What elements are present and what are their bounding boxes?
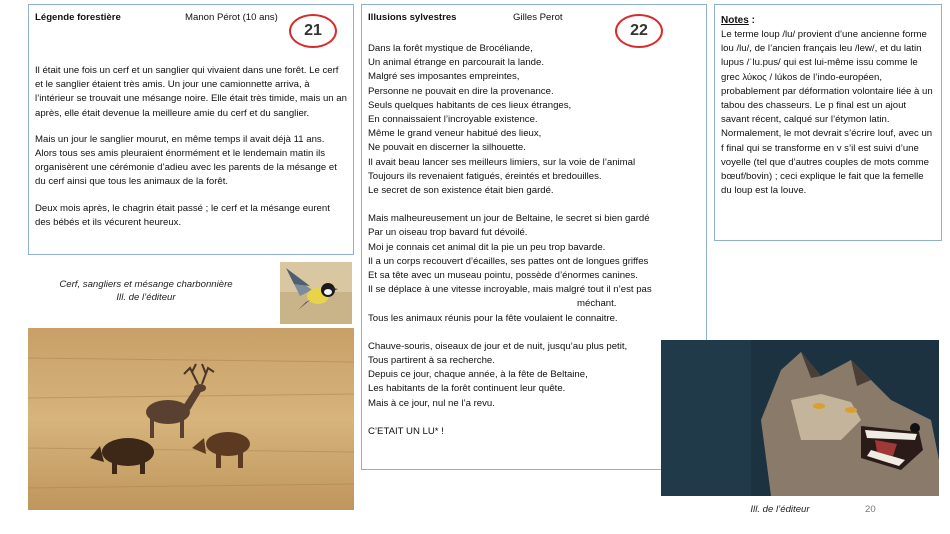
bird-image [280, 262, 352, 324]
poem-stanza [368, 42, 700, 198]
story-author: Manon Pérot (10 ans) [185, 12, 278, 23]
poem-line: Mais à ce jour, nul ne l’a revu. [368, 397, 495, 409]
poem-line: Ne pouvait en discerner la silhouette. [368, 142, 526, 154]
poem-line: Et sa tête avec un museau pointu, possède d’énormes canines. [368, 270, 638, 282]
poem-author: Gilles Perot [513, 12, 563, 23]
poem-line: Un animal étrange en parcourait la lande. [368, 57, 544, 69]
caption-line: Cerf, sangliers et mésange charbonnière [59, 279, 233, 290]
poem-line: Tous partirent à sa recherche. [368, 355, 495, 367]
notes-title: Notes [721, 15, 749, 26]
story-paragraph: Il était une fois un cerf et un sanglier qui vivaient dans une forêt. Le cerf et le sanglier étaient très amis. Un jour une camionnette arriva, à l’intérieur se trouvait une mésange noire. Elle était très timide, mais un an après, elle était devenue la meilleure amie du cerf et du sanglier. [35, 65, 347, 119]
poem-title: Illusions sylvestres [368, 12, 457, 23]
poem-line: Seuls quelques habitants de ces lieux étranges, [368, 99, 572, 111]
wolf-image [661, 340, 939, 496]
caption-illustration-2: Ill. de l’éditeur [750, 504, 810, 515]
story-title: Légende forestière [35, 12, 121, 23]
poem-line: Personne ne pouvait en dire la provenance. [368, 85, 554, 97]
poem-line: Même le grand veneur habitué des lieux, [368, 128, 542, 140]
poem-line: méchant. [577, 298, 617, 310]
poem-box-illusions [361, 4, 707, 470]
page-number: 20 [865, 504, 876, 515]
poem-ending-line: C’ETAIT UN LU* ! [368, 425, 444, 437]
poem-line: Il se déplace à une vitesse incroyable, mais malgré tout il n’est pas [368, 284, 652, 296]
poem-line: Moi je connais cet animal dit la pie un peu trop bavarde. [368, 241, 606, 253]
deer-boars-image [28, 328, 354, 510]
poem-number-badge: 22 [615, 14, 663, 48]
poem-line: Malgré ses imposantes empreintes, [368, 71, 520, 83]
poem-line: Toujours ils revenaient fatigués, éreintés et bredouilles. [368, 170, 602, 182]
caption-illustration-1 [44, 278, 248, 304]
story-paragraph: Mais un jour le sanglier mourut, en même temps il avait déjà 11 ans. Alors tous ses amis pleuraient énormément et le lendemain matin ils organisèrent une cérémonie d’adieu avec les parents de la mésange et du cerf ainsi que tous les animaux de la forêt. [35, 133, 337, 188]
story-number-badge: 21 [289, 14, 337, 48]
poem-line: Le secret de son existence était bien gardé. [368, 185, 554, 197]
notes-box: Notes : Le terme loup /lu/ provient d’une ancienne forme lou /lu/, de l’ancien français leu /lew/, et du latin lupus /ˈlu.pus/ qui est lui-même issu comme le grec λύκος / lúkos de l’indo-européen, probablement par déformation volontaire liée à un tabou des chasseurs. Le p final est un ajout savant récent, calqué sur l’étymon latin. Normalement, le mot devrait s’écrire louf, avec un f final qui se transforme en v s’il est suivi d’une voyelle (tel que d’autres couples de mots comme bœuf/bovin) ; ceci explique le fait que la femelle du loup est la louve. [714, 4, 942, 241]
poem-line: Dans la forêt mystique de Brocéliande, [368, 43, 533, 54]
poem-line: Tous les animaux réunis pour la fête voulaient le connaitre. [368, 312, 618, 324]
poem-ending [368, 425, 700, 439]
caption-line: Ill. de l’éditeur [116, 292, 176, 303]
poem-stanza [368, 340, 700, 411]
story-paragraph: Deux mois après, le chagrin était passé ; le cerf et la mésange eurent des bébés et ils vécurent heureux. [35, 202, 330, 228]
poem-line: Il a un corps recouvert d’écailles, ses pattes ont de longues griffes [368, 255, 649, 267]
poem-line: Depuis ce jour, chaque année, à la fête de Beltaine, [368, 369, 588, 381]
poem-line: Chauve-souris, oiseaux de jour et de nuit, jusqu’au plus petit, [368, 340, 628, 352]
poem-stanza [368, 212, 700, 326]
poem-line: Par un oiseau trop bavard fut dévoilé. [368, 227, 528, 239]
poem-line: Mais malheureusement un jour de Beltaine, le secret si bien gardé [368, 213, 650, 225]
poem-line: En connaissaient l’incroyable existence. [368, 114, 538, 126]
notes-text: Le terme loup /lu/ provient d’une ancienne forme lou /lu/, de l’ancien français leu /lew/, et du latin lupus /ˈlu.pus/ qui est lui-même issu comme le grec λύκος / lúkos de l’indo-européen, probablement par déformation volontaire liée à un tabou des chasseurs. Le p final est un ajout savant récent, calqué sur l’étymon latin. Normalement, le mot devrait s’écrire louf, avec un f final qui se transforme en v s’il est suivi d’une voyelle (tel que d’autres couples de mots comme bœuf/bovin) ; ceci explique le fait que la femelle du loup est la louve. [721, 29, 933, 197]
poem-line: Il avait beau lancer ses meilleurs limiers, sur la voie de l’animal [368, 156, 636, 168]
poem-line: Les habitants de la forêt continuent leur quête. [368, 383, 566, 395]
